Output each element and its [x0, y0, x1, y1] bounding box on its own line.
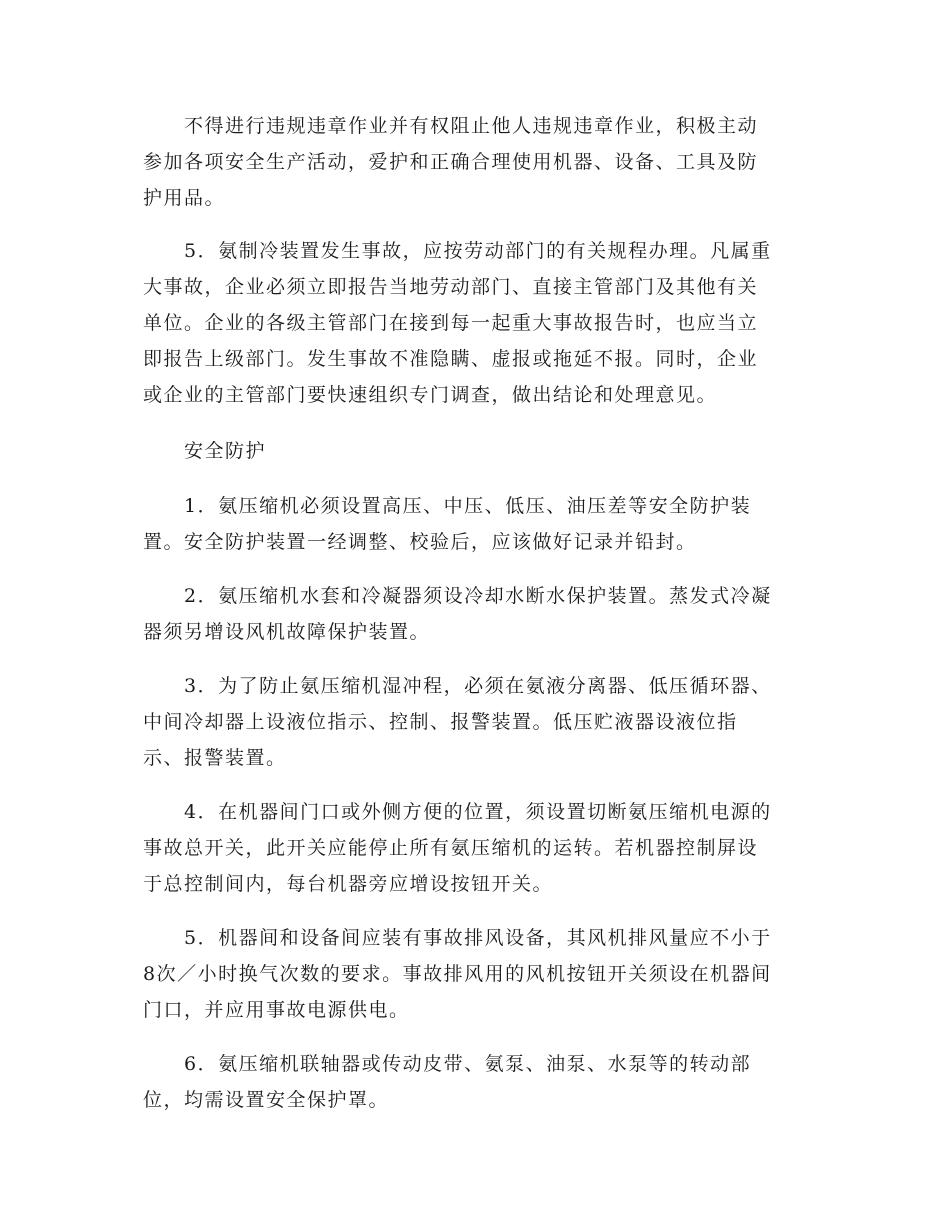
text-line: 置。安全防护装置一经调整、校验后，应该做好记录并铅封。 [143, 531, 697, 553]
text-line: 8次／小时换气次数的要求。事故排风用的风机按钮开关须设在机器间 [143, 963, 772, 985]
text-line: 1．氨压缩机必须设置高压、中压、低压、油压差等安全防护装 [184, 495, 752, 517]
paragraph-protection-item-3 [143, 668, 808, 776]
text-line: 不得进行违规违章作业并有权阻止他人违规违章作业，积极主动 [184, 115, 759, 137]
text-line: 5．氨制冷装置发生事故，应按劳动部门的有关规程办理。凡属重 [184, 240, 772, 262]
paragraph-protection-item-1 [143, 488, 808, 560]
text-line: 2．氨压缩机水套和冷凝器须设冷却水断水保护装置。蒸发式冷凝 [184, 585, 772, 607]
paragraph-protection-item-6 [143, 1046, 808, 1118]
text-line: 单位。企业的各级主管部门在接到每一起重大事故报告时，也应当立 [143, 312, 759, 334]
text-line: 于总控制间内，每台机器旁应增设按钮开关。 [143, 873, 554, 895]
text-line: 即报告上级部门。发生事故不准隐瞒、虚报或拖延不报。同时，企业 [143, 348, 759, 370]
paragraph-protection-item-4 [143, 794, 808, 902]
text-line: 门口，并应用事故电源供电。 [143, 999, 410, 1021]
text-line: 器须另增设风机故障保护装置。 [143, 621, 431, 643]
text-line: 参加各项安全生产活动，爱护和正确合理使用机器、设备、工具及防 [143, 151, 759, 173]
section-heading: 安全防护 [184, 440, 267, 462]
text-line: 位，均需设置安全保护罩。 [143, 1089, 390, 1111]
text-line: 5．机器间和设备间应装有事故排风设备，其风机排风量应不小于 [184, 927, 772, 949]
text-line: 事故总开关，此开关应能停止所有氨压缩机的运转。若机器控制屏设 [143, 837, 759, 859]
text-line: 或企业的主管部门要快速组织专门调查，做出结论和处理意见。 [143, 384, 718, 406]
text-line: 大事故，企业必须立即报告当地劳动部门、直接主管部门及其他有关 [143, 276, 759, 298]
text-line: 4．在机器间门口或外侧方便的位置，须设置切断氨压缩机电源的 [184, 801, 772, 823]
text-line: 示、报警装置。 [143, 747, 287, 769]
paragraph-protection-item-2 [143, 578, 808, 650]
text-line: 护用品。 [143, 187, 226, 209]
paragraph-worker-duties [143, 108, 808, 216]
section-heading-safety-protection [143, 433, 808, 469]
paragraph-protection-item-5 [143, 920, 808, 1028]
text-line: 3．为了防止氨压缩机湿冲程，必须在氨液分离器、低压循环器、 [184, 675, 772, 697]
paragraph-accident-reporting [143, 233, 808, 413]
text-line: 6．氨压缩机联轴器或传动皮带、氨泵、油泵、水泵等的转动部 [184, 1053, 752, 1075]
text-line: 中间冷却器上设液位指示、控制、报警装置。低压贮液器设液位指 [143, 711, 738, 733]
